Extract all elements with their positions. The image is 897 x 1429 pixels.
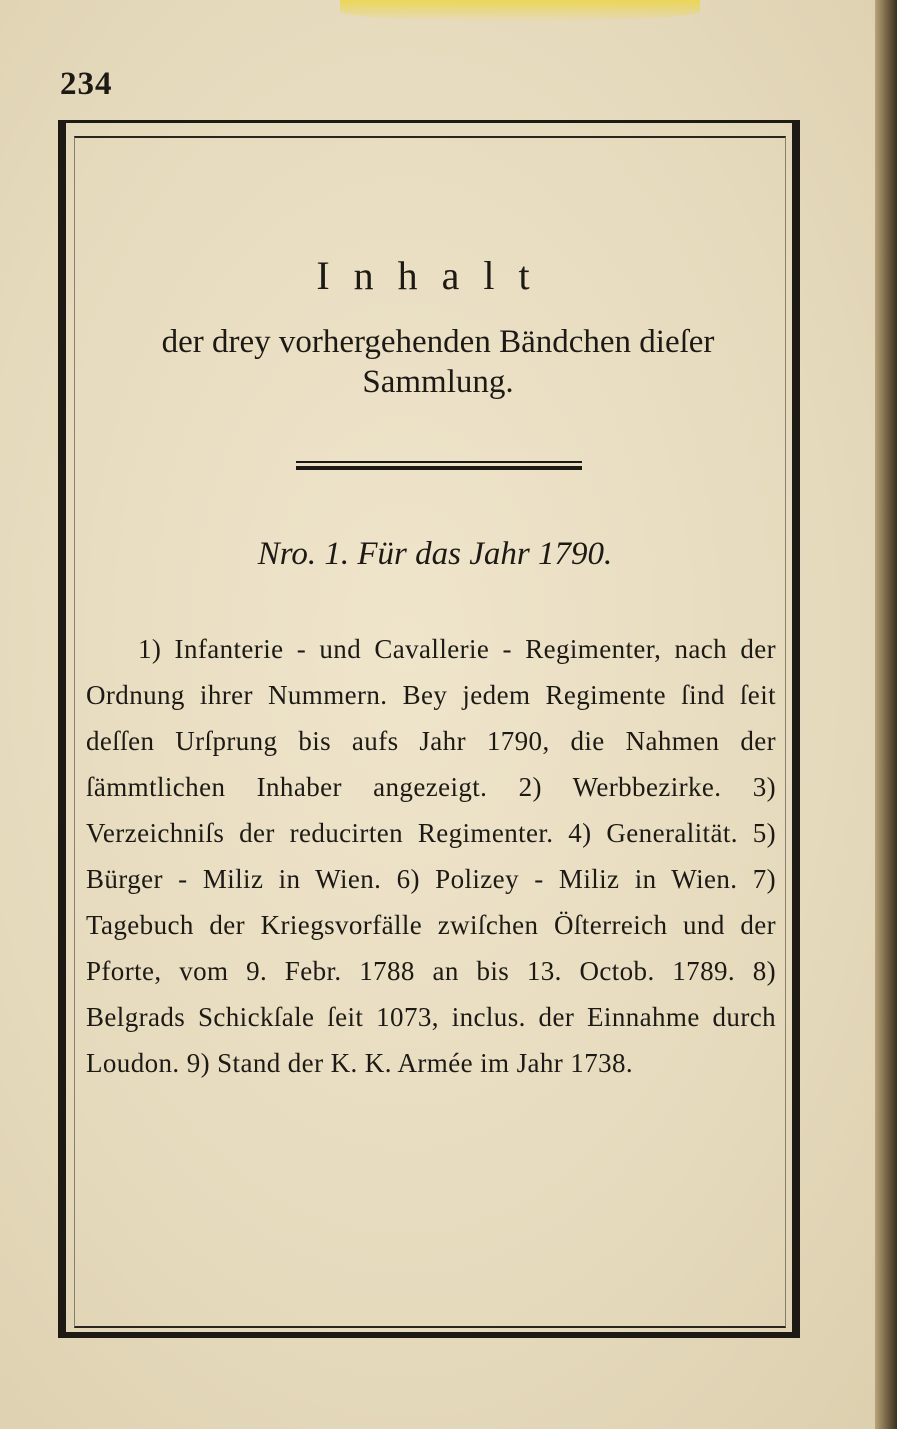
- section-heading: Nro. 1. Für das Jahr 1790.: [257, 536, 613, 572]
- book-binding-edge: [875, 0, 897, 1429]
- contents-paragraph: 1) Infanterie - und Cavallerie - Regimenter, nach der Ordnung ihrer Nummern. Bey jedem Regimente ſind ſeit deſſen Urſprung bis aufs Jahr 1790, die Nahmen der ſämmtlichen Inhaber angezeigt. 2) Werbbezirke. 3) Verzeichniſs der reducirten Regimenter. 4) Generalität. 5) Bürger - Miliz in Wien. 6) Polizey - Miliz in Wien. 7) Tagebuch der Kriegsvorfälle zwiſchen Öſterreich und der Pforte, vom 9. Febr. 1788 an bis 13. Octob. 1789. 8) Belgrads Schickſale ſeit 1073, inclus. der Einnahme durch Loudon. 9) Stand der K. K. Armée im Jahr 1738.: [86, 634, 776, 1078]
- page-number: 234: [60, 66, 113, 102]
- decorative-rule-thick: [296, 466, 582, 470]
- contents-title: Inhalt: [316, 253, 554, 298]
- paper-stain: [340, 0, 700, 22]
- contents-body: [86, 626, 776, 1086]
- decorative-rule-thin: [296, 461, 582, 463]
- contents-subtitle: der drey vorhergehenden Bändchen dieſer Sammlung.: [161, 324, 715, 400]
